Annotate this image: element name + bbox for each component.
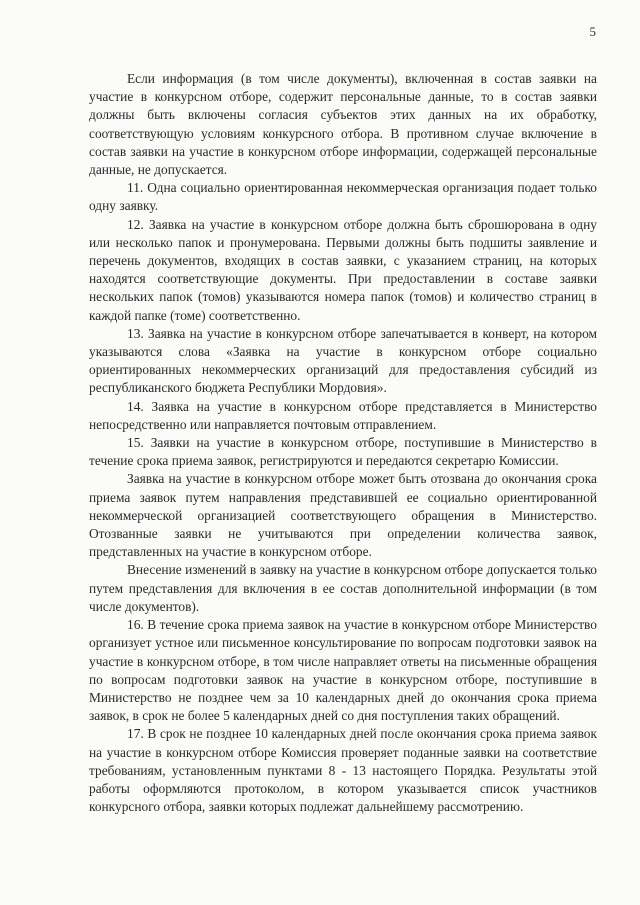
paragraph-14: 14. Заявка на участие в конкурсном отборе представляется в Министерство непосредственно или направляется почтовым отправлением. <box>89 398 597 432</box>
paragraph-12: 12. Заявка на участие в конкурсном отборе должна быть сброшюрована в одну или несколько папок и пронумерована. Первыми должны быть подшиты заявление и перечень документов, входящих в состав заявки, с указанием страниц, на которых находятся соответствующие документы. При предоставлении в составе заявки нескольких папок (томов) указываются номера папок (томов) и количество страниц в каждой папке (томе) соответственно. <box>89 216 597 323</box>
page-number: 5 <box>589 24 596 39</box>
paragraph-amendments: Внесение изменений в заявку на участие в конкурсном отборе допускается только путем представления для включения в ее состав дополнительной информации (в том числе документов). <box>89 562 597 614</box>
paragraph-13: 13. Заявка на участие в конкурсном отборе запечатывается в конверт, на котором указываются слова «Заявка на участие в конкурсном отборе социально ориентированных некоммерческих организаций для предоставления субсидий из республиканского бюджета Республики Мордовия». <box>89 325 597 396</box>
document-body <box>89 70 597 816</box>
paragraph-11: 11. Одна социально ориентированная некоммерческая организация подает только одну заявку. <box>89 180 597 214</box>
paragraph-16: 16. В течение срока приема заявок на участие в конкурсном отборе Министерство организует устное или письменное консультирование по вопросам подготовки заявок на участие в конкурсном отборе, в том числе направляет ответы на письменные обращения по вопросам подготовки заявок на участие в конкурсном отборе, поступившие в Министерство не позднее чем за 10 календарных дней до окончания срока приема заявок, в срок не более 5 календарных дней со дня поступления таких обращений. <box>89 617 597 724</box>
paragraph-17: 17. В срок не позднее 10 календарных дней после окончания срока приема заявок на участие в конкурсном отборе Комиссия проверяет поданные заявки на соответствие требованиям, установленным пунктами 8 - 13 настоящего Порядка. Результаты этой работы оформляются протоколом, в котором указывается список участников конкурсного отбора, заявки которых подлежат дальнейшему рассмотрению. <box>89 726 597 815</box>
paragraph-personal-data: Если информация (в том числе документы), включенная в состав заявки на участие в конкурсном отборе, содержит персональные данные, то в состав заявки должны быть включены согласия субъектов этих данных на их обработку, соответствующую условиям конкурсного отбора. В противном случае включение в состав заявки на участие в конкурсном отборе информации, содержащей персональные данные, не допускается. <box>89 71 597 178</box>
paragraph-withdrawal: Заявка на участие в конкурсном отборе может быть отозвана до окончания срока приема заявок путем направления представившей ее социально ориентированной некоммерческой организацией соответствующего обращения в Министерство. Отозванные заявки не учитываются при определении количества заявок, представленных на участие в конкурсном отборе. <box>89 471 597 560</box>
paragraph-15: 15. Заявки на участие в конкурсном отборе, поступившие в Министерство в течение срока приема заявок, регистрируются и передаются секретарю Комиссии. <box>89 435 597 469</box>
